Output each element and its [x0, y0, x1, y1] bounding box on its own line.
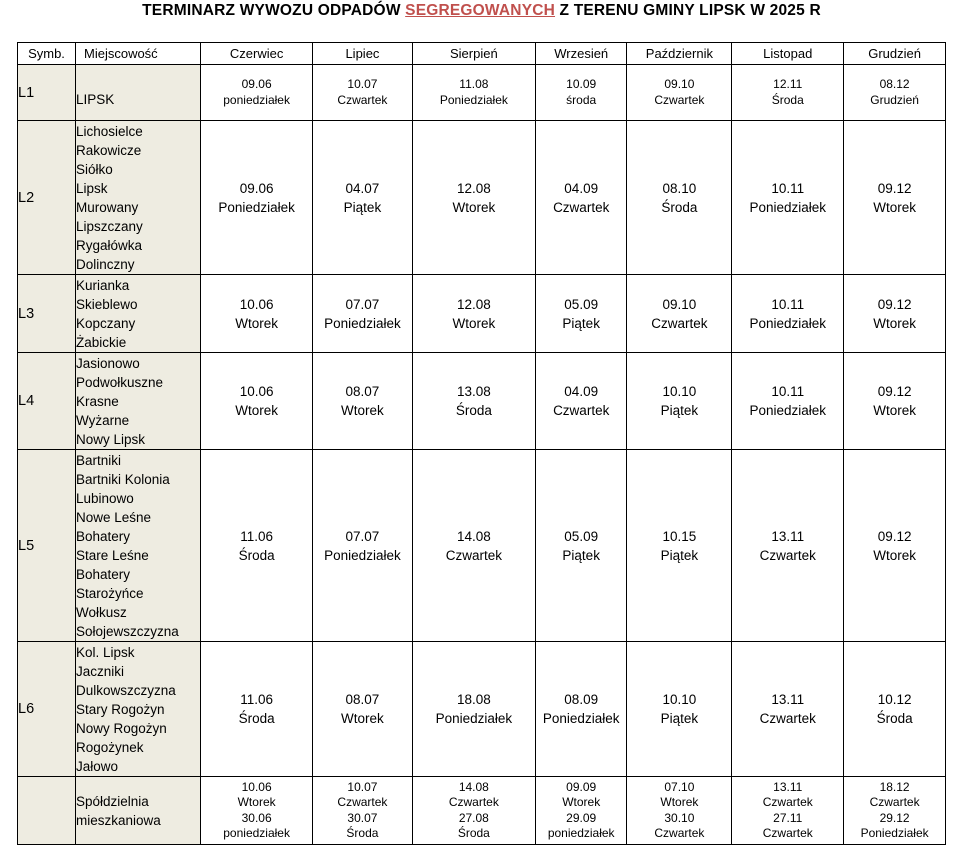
date-cell	[535, 777, 627, 845]
collection-date: 10.07	[347, 77, 378, 91]
collection-weekday: poniedziałek	[223, 92, 290, 107]
collection-weekday: Wtorek	[235, 403, 278, 418]
locality-name: Starożyńce	[76, 585, 144, 601]
collection-weekday: Piątek	[660, 711, 699, 726]
collection-weekday: Czwartek	[759, 711, 816, 726]
collection-weekday: Poniedziałek	[435, 711, 513, 726]
date-cell	[313, 450, 413, 642]
table-row	[18, 275, 946, 353]
row-localities	[76, 353, 201, 450]
locality-name: Lichosielce	[76, 123, 143, 139]
row-symbol: L1	[18, 65, 76, 121]
date-cell	[412, 121, 535, 275]
locality-name: Bohatery	[76, 528, 131, 544]
row-localities	[76, 275, 201, 353]
collection-weekday: Czwartek	[762, 826, 813, 840]
collection-weekday: Środa	[771, 92, 804, 107]
header-symbol: Symb.	[18, 43, 76, 65]
collection-weekday: Piątek	[660, 403, 699, 418]
collection-weekday: Środa	[346, 826, 379, 840]
collection-date: 29.09	[566, 810, 597, 825]
date-cell	[201, 642, 313, 777]
locality-name: Lipszczany	[76, 218, 143, 234]
collection-date: 08.12	[879, 77, 910, 91]
collection-date: 09.12	[877, 296, 912, 312]
collection-date: 09.06	[241, 77, 272, 91]
date-cell	[732, 642, 844, 777]
date-cell	[535, 353, 627, 450]
collection-weekday: Czwartek	[654, 826, 705, 840]
collection-weekday: Wtorek	[235, 315, 278, 331]
collection-weekday: Poniedziałek	[218, 199, 295, 215]
table-row	[18, 353, 946, 450]
date-cell	[732, 777, 844, 845]
collection-weekday: Czwartek	[869, 795, 920, 809]
date-cell	[844, 65, 946, 121]
date-cell	[412, 777, 535, 845]
locality-name: Rogożynek	[76, 739, 144, 755]
header-locality: Miejscowość	[76, 43, 201, 65]
collection-date: 08.07	[345, 692, 380, 707]
locality-name: Podwołkuszne	[76, 374, 164, 390]
locality-name: Krasne	[76, 393, 119, 409]
collection-date: 09.12	[877, 528, 912, 544]
row-localities	[76, 642, 201, 777]
collection-date: 10.11	[771, 296, 805, 312]
locality-name: Kurianka	[76, 277, 130, 293]
schedule-table	[17, 42, 946, 845]
collection-date: 13.11	[771, 692, 805, 707]
date-cell	[313, 353, 413, 450]
date-cell	[201, 121, 313, 275]
title-part-2: Z TERENU GMINY LIPSK W 2025 R	[555, 2, 821, 19]
date-cell	[627, 450, 732, 642]
date-cell	[732, 275, 844, 353]
collection-date: 05.09	[564, 296, 599, 312]
locality-name: Murowany	[76, 199, 139, 215]
collection-weekday: Wtorek	[873, 199, 916, 215]
date-cell	[732, 65, 844, 121]
row-localities	[76, 450, 201, 642]
locality-name: Jaczniki	[76, 663, 125, 679]
collection-date: 30.07	[347, 810, 378, 825]
locality-name: Rakowicze	[76, 142, 142, 158]
collection-weekday: Wtorek	[873, 315, 916, 331]
locality-name: Nowe Leśne	[76, 509, 152, 525]
collection-date: 09.10	[664, 77, 695, 91]
locality-name: Wołkusz	[76, 604, 127, 620]
locality-name: Lubinowo	[76, 490, 134, 506]
date-cell	[412, 65, 535, 121]
collection-weekday: Wtorek	[452, 315, 496, 331]
collection-weekday: Środa	[238, 547, 275, 563]
collection-date: 12.08	[456, 296, 491, 312]
collection-weekday: poniedziałek	[547, 826, 615, 840]
collection-weekday: Wtorek	[660, 795, 699, 809]
date-cell	[201, 275, 313, 353]
collection-date: 08.10	[662, 180, 697, 196]
collection-weekday: Środa	[661, 199, 698, 215]
locality-name: Dulkowszczyzna	[76, 682, 176, 698]
date-cell	[627, 642, 732, 777]
locality-name: Wyżarne	[76, 412, 130, 428]
date-cell	[313, 642, 413, 777]
date-cell	[313, 65, 413, 121]
collection-date: 13.11	[771, 528, 805, 544]
collection-weekday: Piątek	[562, 315, 600, 331]
collection-date: 12.11	[773, 77, 803, 91]
date-cell	[201, 65, 313, 121]
date-cell	[627, 777, 732, 845]
collection-weekday: Środa	[457, 826, 490, 840]
row-localities	[76, 65, 201, 121]
collection-weekday: Środa	[876, 711, 913, 726]
locality-name: Rygałówka	[76, 237, 143, 253]
collection-date: 12.08	[456, 180, 491, 196]
locality-name: Jałowo	[76, 758, 119, 774]
header-month-jun: Czerwiec	[201, 43, 313, 65]
collection-weekday: poniedziałek	[223, 826, 290, 840]
collection-weekday: Środa	[238, 711, 275, 726]
locality-name: Lipsk	[76, 180, 108, 196]
collection-date: 10.12	[877, 692, 912, 707]
date-cell	[201, 450, 313, 642]
date-cell	[844, 450, 946, 642]
table-row	[18, 777, 946, 845]
collection-date: 18.08	[456, 692, 491, 707]
table-row	[18, 65, 946, 121]
collection-date: 08.07	[345, 384, 380, 399]
locality-name: Bartniki Kolonia	[76, 471, 170, 487]
collection-date: 13.11	[773, 779, 803, 794]
locality-name: Dolinczny	[76, 256, 135, 272]
collection-weekday: Czwartek	[553, 199, 610, 215]
locality-name: mieszkaniowa	[76, 812, 161, 828]
date-cell	[844, 777, 946, 845]
collection-weekday: Piątek	[562, 547, 600, 563]
collection-date: 10.15	[662, 528, 697, 544]
collection-weekday: środa	[566, 92, 597, 107]
collection-date: 11.06	[240, 692, 273, 707]
collection-weekday: Wtorek	[452, 199, 496, 215]
locality-name: Jasionowo	[76, 355, 140, 371]
date-cell	[732, 121, 844, 275]
header-month-oct: Październik	[627, 43, 732, 65]
collection-weekday: Czwartek	[448, 795, 499, 809]
collection-weekday: Czwartek	[759, 547, 816, 563]
collection-date: 10.06	[239, 384, 274, 399]
collection-date: 10.11	[771, 384, 805, 399]
collection-date: 29.12	[879, 810, 910, 825]
collection-weekday: Poniedziałek	[749, 199, 827, 215]
row-symbol	[18, 777, 76, 845]
locality-name: Kopczany	[76, 315, 136, 331]
header-month-nov: Listopad	[732, 43, 844, 65]
collection-date: 10.06	[239, 296, 274, 312]
collection-date: 10.06	[241, 779, 272, 794]
date-cell	[412, 353, 535, 450]
collection-date: 09.09	[566, 779, 597, 794]
collection-date: 11.08	[459, 77, 489, 91]
collection-weekday: Czwartek	[654, 92, 705, 107]
collection-date: 09.06	[239, 180, 274, 196]
title-part-1: TERMINARZ WYWOZU ODPADÓW	[142, 2, 406, 19]
collection-weekday: Wtorek	[873, 403, 916, 418]
collection-date: 11.06	[240, 528, 273, 544]
locality-name: Żabickie	[76, 334, 127, 350]
collection-weekday: Poniedziałek	[324, 547, 401, 563]
locality-name: Sołojewszczyzna	[76, 623, 179, 639]
collection-weekday: Wtorek	[341, 403, 384, 418]
collection-date: 30.06	[241, 810, 272, 825]
locality-name: Spółdzielnia	[76, 793, 149, 809]
date-cell	[535, 65, 627, 121]
collection-date: 27.11	[773, 810, 803, 825]
locality-name: LIPSK	[76, 92, 115, 107]
collection-date: 09.10	[662, 296, 697, 312]
row-symbol: L3	[18, 275, 76, 353]
collection-weekday: Poniedziałek	[324, 315, 401, 331]
collection-date: 13.08	[456, 384, 491, 399]
date-cell	[627, 121, 732, 275]
locality-name: Stary Rogożyn	[76, 701, 165, 717]
date-cell	[627, 65, 732, 121]
locality-name: Siółko	[76, 161, 113, 177]
locality-name: Skieblewo	[76, 296, 138, 312]
header-row	[18, 43, 946, 65]
locality-name: Bohatery	[76, 566, 131, 582]
row-symbol: L6	[18, 642, 76, 777]
date-cell	[535, 121, 627, 275]
locality-name: Bartniki	[76, 452, 122, 468]
date-cell	[313, 777, 413, 845]
collection-weekday: Poniedziałek	[439, 92, 508, 107]
date-cell	[412, 275, 535, 353]
collection-date: 07.07	[345, 528, 380, 544]
date-cell	[313, 121, 413, 275]
collection-weekday: Wtorek	[562, 795, 601, 809]
collection-weekday: Wtorek	[237, 795, 276, 809]
date-cell	[535, 450, 627, 642]
row-localities	[76, 121, 201, 275]
collection-date: 27.08	[458, 810, 489, 825]
date-cell	[844, 642, 946, 777]
collection-date: 10.10	[662, 692, 697, 707]
collection-date: 04.09	[564, 384, 599, 399]
collection-weekday: Czwartek	[445, 547, 502, 563]
collection-weekday: Czwartek	[337, 92, 388, 107]
collection-date: 04.07	[345, 180, 380, 196]
date-cell	[201, 353, 313, 450]
collection-date: 04.09	[564, 180, 599, 196]
date-cell	[412, 450, 535, 642]
row-symbol: L4	[18, 353, 76, 450]
locality-name: Stare Leśne	[76, 547, 149, 563]
collection-date: 18.12	[879, 779, 910, 794]
row-localities	[76, 777, 201, 845]
collection-date: 10.09	[566, 77, 597, 91]
date-cell	[732, 353, 844, 450]
collection-weekday: Wtorek	[873, 547, 916, 563]
date-cell	[535, 275, 627, 353]
collection-date: 09.12	[877, 384, 912, 399]
date-cell	[844, 121, 946, 275]
date-cell	[201, 777, 313, 845]
date-cell	[844, 353, 946, 450]
collection-weekday: Poniedziałek	[542, 711, 620, 726]
collection-date: 05.09	[564, 528, 599, 544]
collection-weekday: Piątek	[660, 547, 699, 563]
locality-name: Nowy Rogożyn	[76, 720, 167, 736]
header-month-aug: Sierpień	[412, 43, 535, 65]
collection-weekday: Piątek	[343, 199, 382, 215]
collection-weekday: Grudzień	[870, 92, 919, 107]
collection-weekday: Poniedziałek	[860, 826, 929, 840]
collection-weekday: Poniedziałek	[749, 315, 827, 331]
locality-name: Kol. Lipsk	[76, 644, 135, 660]
collection-date: 14.08	[458, 779, 489, 794]
table-row	[18, 642, 946, 777]
date-cell	[535, 642, 627, 777]
collection-weekday: Czwartek	[553, 403, 610, 418]
collection-date: 08.09	[564, 692, 599, 707]
row-symbol: L2	[18, 121, 76, 275]
header-month-jul: Lipiec	[313, 43, 413, 65]
collection-weekday: Czwartek	[762, 795, 813, 809]
collection-date: 10.10	[662, 384, 697, 399]
collection-date: 07.10	[664, 779, 695, 794]
collection-weekday: Czwartek	[651, 315, 708, 331]
collection-date: 09.12	[877, 180, 912, 196]
date-cell	[412, 642, 535, 777]
date-cell	[627, 275, 732, 353]
collection-weekday: Środa	[455, 403, 492, 418]
title-highlight: SEGREGOWANYCH	[405, 2, 556, 19]
collection-weekday: Czwartek	[337, 795, 388, 809]
date-cell	[732, 450, 844, 642]
table-row	[18, 121, 946, 275]
date-cell	[844, 275, 946, 353]
date-cell	[313, 275, 413, 353]
locality-name: Nowy Lipsk	[76, 431, 146, 447]
collection-date: 07.07	[345, 296, 380, 312]
table-row	[18, 450, 946, 642]
collection-date: 10.11	[771, 180, 805, 196]
row-symbol: L5	[18, 450, 76, 642]
date-cell	[627, 353, 732, 450]
collection-date: 14.08	[456, 528, 491, 544]
collection-weekday: Wtorek	[341, 711, 384, 726]
header-month-dec: Grudzień	[844, 43, 946, 65]
header-month-sep: Wrzesień	[535, 43, 627, 65]
page-title	[0, 0, 963, 22]
collection-weekday: Poniedziałek	[749, 403, 827, 418]
collection-date: 10.07	[347, 779, 378, 794]
collection-date: 30.10	[664, 810, 695, 825]
